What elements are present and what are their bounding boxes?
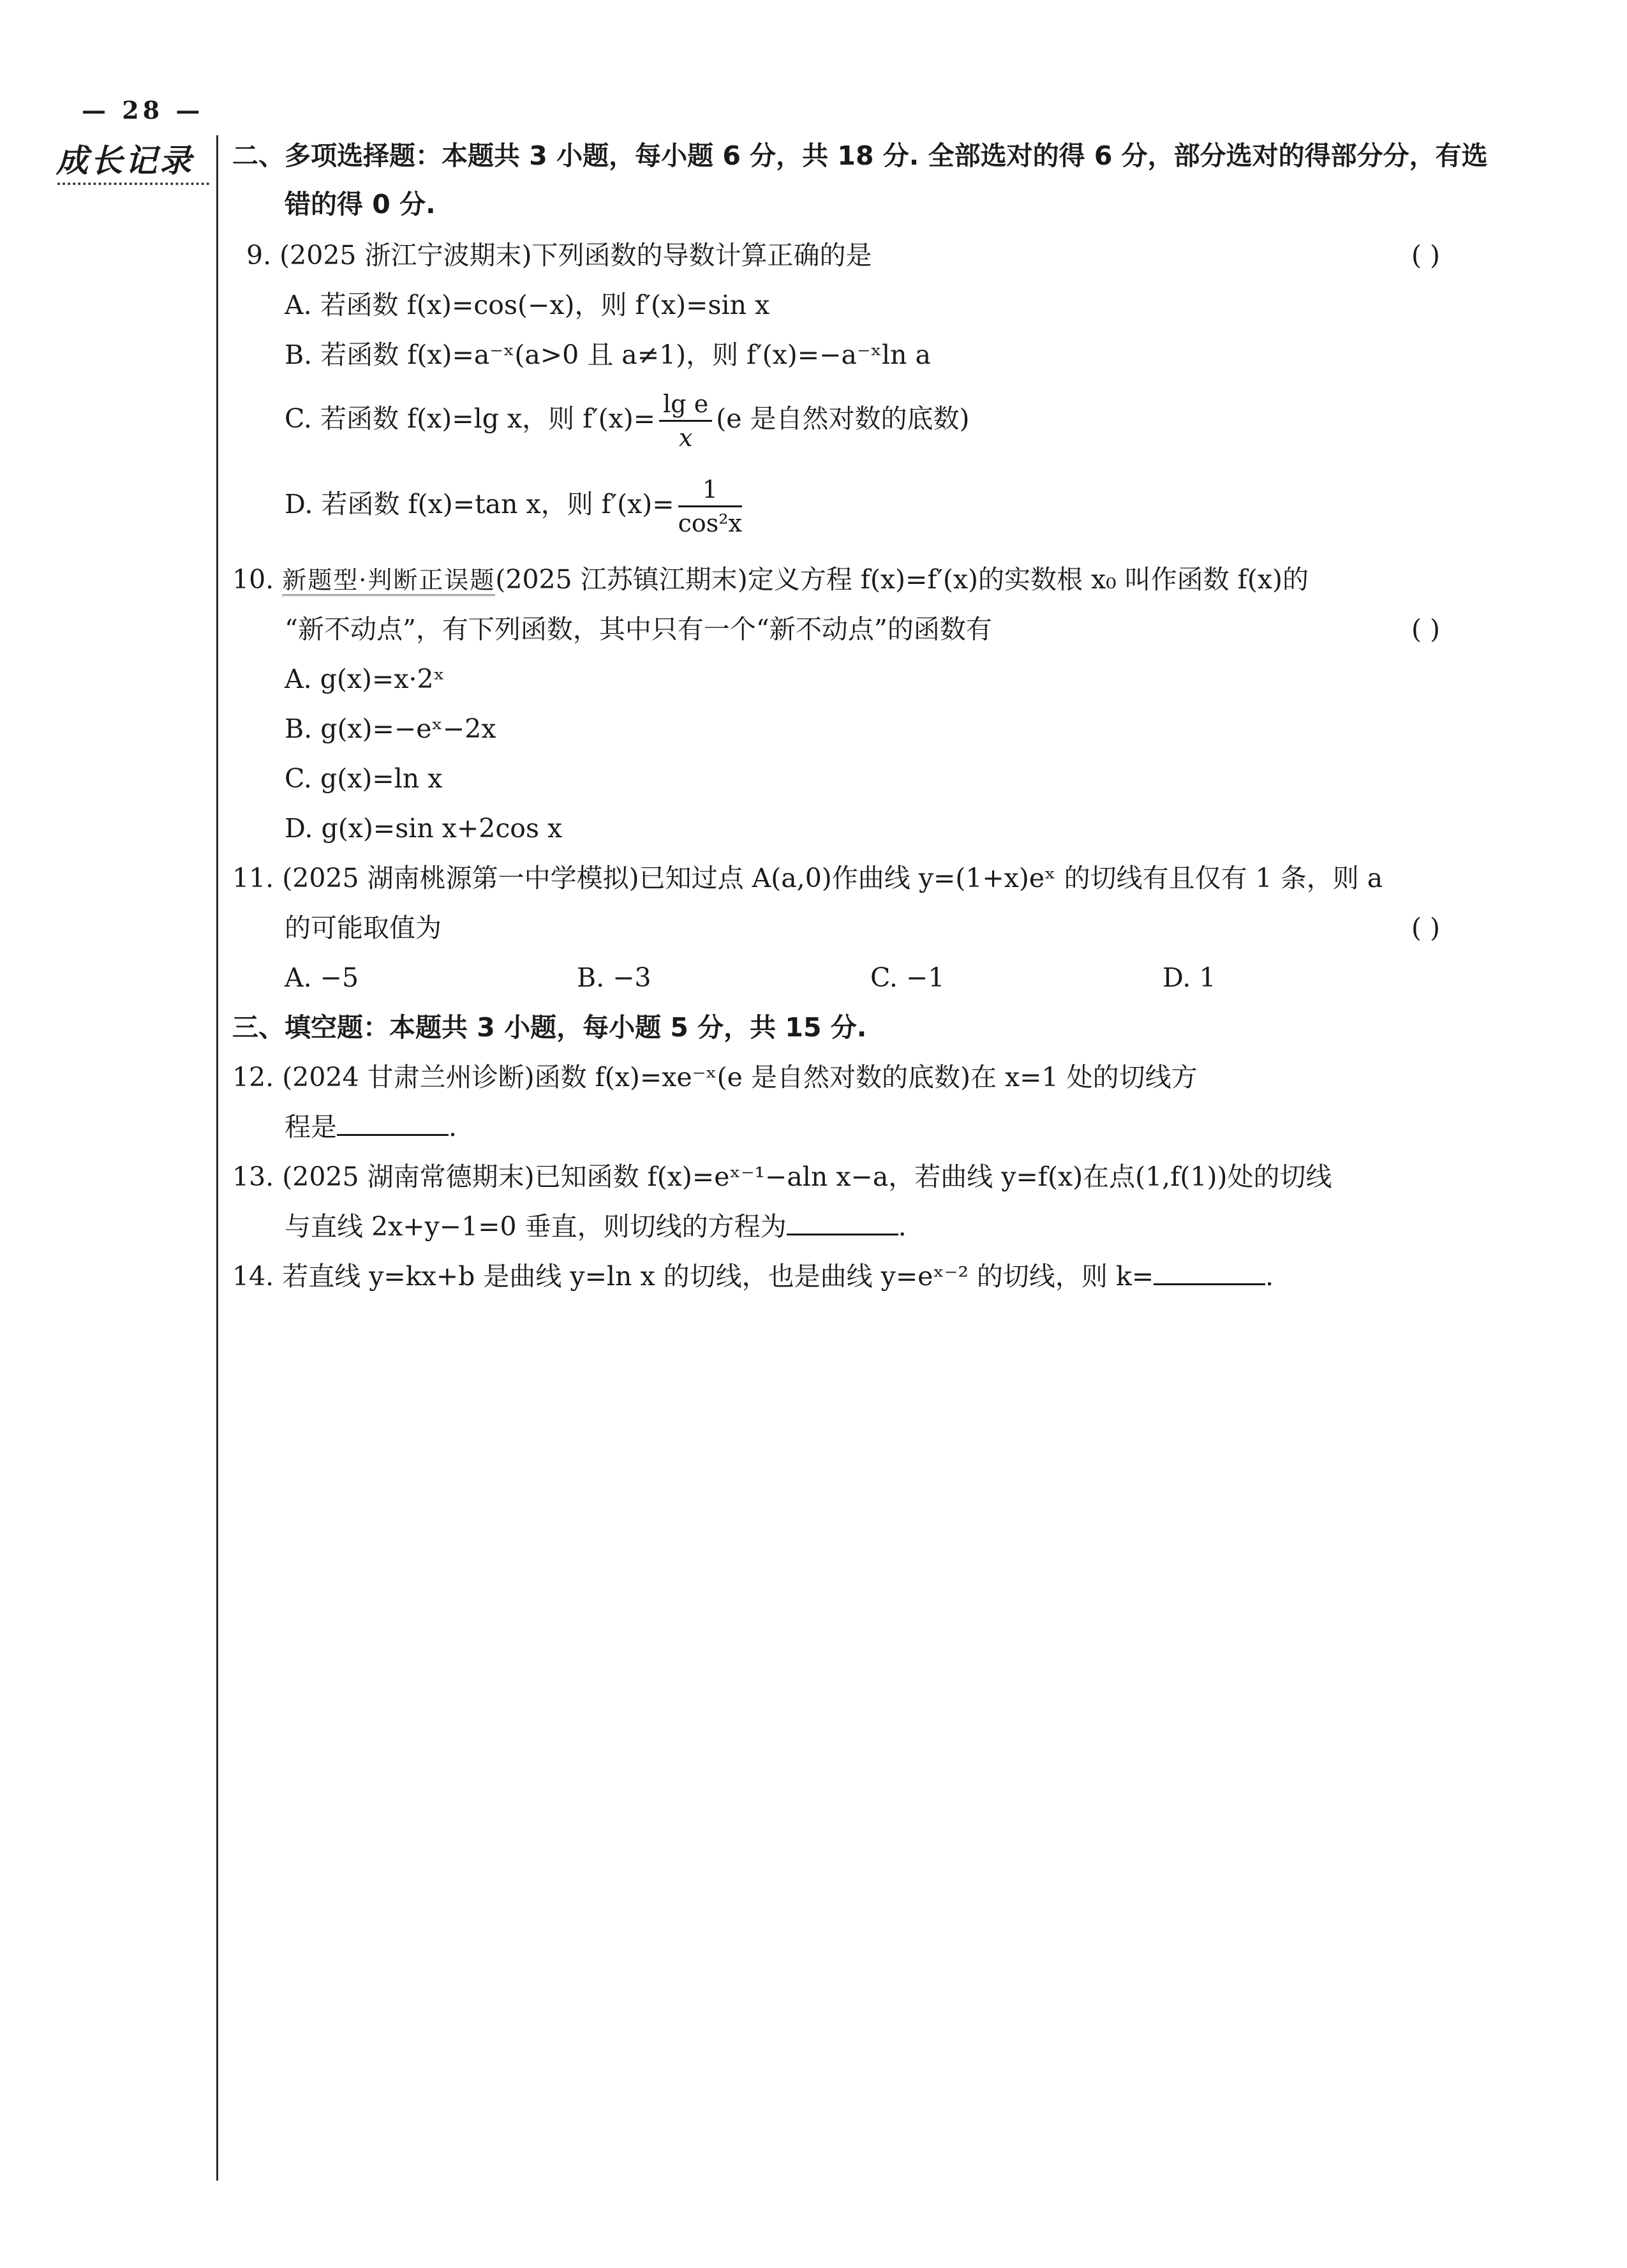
q9-option-c-pre: C. 若函数 f(x)=lg x，则 f′(x)= xyxy=(285,403,656,434)
q14-answer-blank[interactable] xyxy=(1154,1259,1265,1285)
q9-option-d-fraction xyxy=(678,477,742,535)
q9-option-d-numerator: 1 xyxy=(678,477,742,507)
q10-option-a: A. g(x)=x·2ˣ xyxy=(285,664,445,694)
q9-option-b: B. 若函数 f(x)=a⁻ˣ(a>0 且 a≠1)，则 f′(x)=−a⁻ˣln a xyxy=(285,339,931,370)
q11-option-d: D. 1 xyxy=(1163,962,1216,993)
q13-line2 xyxy=(285,1207,907,1246)
q12-line2-post: . xyxy=(449,1112,457,1142)
q11-option-b: B. −3 xyxy=(577,962,651,993)
q9-option-d-pre: D. 若函数 f(x)=tan x，则 f′(x)= xyxy=(285,489,674,519)
q9-option-a: A. 若函数 f(x)=cos(−x)，则 f′(x)=sin x xyxy=(285,290,770,320)
q13-line2-pre: 与直线 2x+y−1=0 垂直，则切线的方程为 xyxy=(285,1211,787,1242)
q9-option-d xyxy=(285,477,746,535)
q11-option-c: C. −1 xyxy=(870,962,945,993)
q9-option-c-denominator: x xyxy=(678,424,693,452)
section3-heading: 三、填空题：本题共 3 小题，每小题 5 分，共 15 分. xyxy=(232,1012,867,1043)
q9-stem: 9. (2025 浙江宁波期末)下列函数的导数计算正确的是 xyxy=(246,240,872,271)
q9-option-d-denominator: cos²x xyxy=(678,509,742,537)
page-number: — 28 — xyxy=(82,96,204,124)
q14-line xyxy=(232,1257,1274,1295)
q10-stem: (2025 江苏镇江期末)定义方程 f(x)=f′(x)的实数根 x₀ 叫作函数 f(x)的 xyxy=(495,564,1309,595)
q10-answer-paren: ( ) xyxy=(1411,614,1441,645)
q11-answer-paren: ( ) xyxy=(1411,913,1441,943)
q10-line1 xyxy=(232,560,1309,599)
side-label: 成长记录 xyxy=(56,142,194,179)
q12-answer-blank[interactable] xyxy=(337,1110,449,1136)
q10-tag: 新题型·判断正误题 xyxy=(282,566,495,596)
margin-divider xyxy=(216,135,218,2181)
q14-line-post: . xyxy=(1265,1261,1274,1292)
q10-line2: “新不动点”，有下列函数，其中只有一个“新不动点”的函数有 xyxy=(285,614,992,645)
q9-answer-paren: ( ) xyxy=(1411,240,1441,271)
q9-option-c-post: (e 是自然对数的底数) xyxy=(716,403,970,434)
q10-option-d: D. g(x)=sin x+2cos x xyxy=(285,813,563,844)
q9-option-c-fraction xyxy=(659,392,712,450)
q13-answer-blank[interactable] xyxy=(787,1209,898,1235)
section2-heading-line1: 二、多项选择题：本题共 3 小题，每小题 6 分，共 18 分. 全部选对的得 6 分，部分选对的得部分分，有选 xyxy=(232,140,1488,171)
q11-line2: 的可能取值为 xyxy=(285,913,442,943)
q13-line2-post: . xyxy=(898,1211,907,1242)
q12-line2 xyxy=(285,1108,457,1146)
section2-heading-line2: 错的得 0 分. xyxy=(285,189,436,220)
q11-option-a: A. −5 xyxy=(285,962,359,993)
q9-option-c-numerator: lg e xyxy=(659,392,712,422)
q9-option-c xyxy=(285,392,970,450)
q11-line1: 11. (2025 湖南桃源第一中学模拟)已知过点 A(a,0)作曲线 y=(1+x)eˣ 的切线有且仅有 1 条，则 a xyxy=(232,863,1383,893)
q10-number: 10. xyxy=(232,564,274,595)
side-label-underline xyxy=(57,183,209,185)
q13-line1: 13. (2025 湖南常德期末)已知函数 f(x)=eˣ⁻¹−aln x−a，若曲线 y=f(x)在点(1,f(1))处的切线 xyxy=(232,1161,1332,1192)
q14-line-pre: 14. 若直线 y=kx+b 是曲线 y=ln x 的切线，也是曲线 y=eˣ⁻² 的切线，则 k= xyxy=(232,1261,1154,1292)
q10-option-c: C. g(x)=ln x xyxy=(285,763,443,794)
q10-option-b: B. g(x)=−eˣ−2x xyxy=(285,713,496,744)
q12-line1: 12. (2024 甘肃兰州诊断)函数 f(x)=xe⁻ˣ(e 是自然对数的底数)在 x=1 处的切线方 xyxy=(232,1062,1198,1093)
q12-line2-pre: 程是 xyxy=(285,1112,337,1142)
